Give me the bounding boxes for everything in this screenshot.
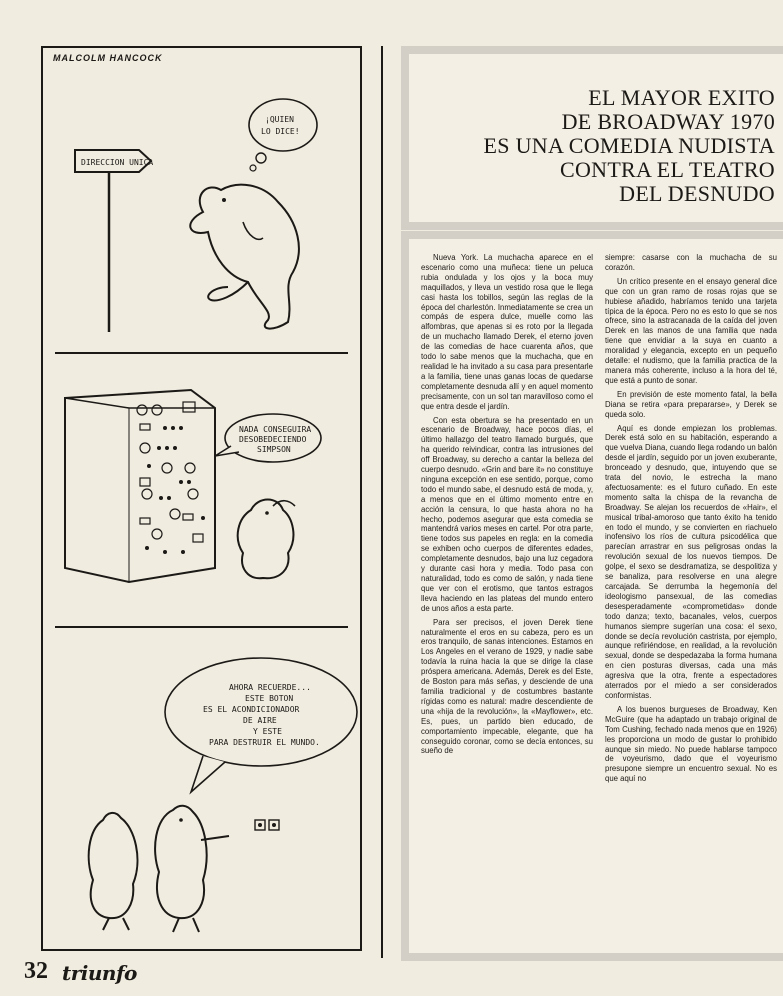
article-column-2 (605, 253, 777, 953)
cartoon-panel-3 (43, 640, 360, 946)
cartoon-credit: MALCOLM HANCOCK (53, 53, 163, 63)
headline-line-4: CONTRA EL TEATRO (559, 157, 775, 182)
paragraph: Con esta obertura se ha presentado en un escenario de Broadway, hace pocos días, el último hallazgo del teatro llamado burgués, que ha querido reivindicar, contra las intrusiones del off Broadway, su derecho a cantar la belleza del cuerpo desnudo. «Grin and bare it» no constituye ninguna excepción en ese sentido, porque, como todo el mundo sabe, el desnudo está de moda, y, a menos que en el último momento entre en acción la censura, lo que hasta ahora no ha hecho, podemos asegurar que esta comedia se mantendrá varios meses en cartel. Por otra parte, tiene todos sus papeles en regla: en la comedia se exhiben ocho cuerpos de diferentes edades, completamente desnudos, bajo una luz cegadora y durante casi hora y media. Todo pasa con naturalidad, todo es como de salón, y nada tiene que ver con el erotismo, que tantos estragos lleva haciendo en las plateas del mundo entero de unos años a esta parte. (421, 415, 593, 613)
bubble-2-line-2: DESOBEDECIENDO (239, 435, 307, 444)
paragraph: A los buenos burgueses de Broadway, Ken McGuire (que ha adaptado un trabajo original de Tom Cushing, fechado nada menos que en 1926) les proporciona un modo de gustar lo prohibido aunque sin miedo. No puede hablarse tampoco de voyeurismo, dado que el voyeurismo presupone siempre un encuentro sexual. No es que aquí no (605, 704, 777, 784)
cartoon-panel-3-drawing (43, 640, 360, 946)
headline-line-3: ES UNA COMEDIA NUDISTA (483, 133, 775, 158)
headline (415, 86, 775, 206)
bubble-2-line-3: SIMPSON (257, 445, 291, 454)
headline-line-1: EL MAYOR EXITO (588, 85, 775, 110)
bubble-3-line-4: DE AIRE (243, 716, 277, 725)
paragraph: Aquí es donde empiezan los problemas. Derek está solo en su habitación, esperando a que vuelva Diana, cuando llega rodando un balón desde el jardín, seguido por un joven exuberante, bronceado y desnudo, que, intuyendo que se trata del novio, le estrecha la mano afectuosamente: es el futuro cuñado. En este momento salta la chispa de la revancha de Broadway. Se alejan los recuerdos de «Hair», el musical tribal-amoroso que tanto éxito ha tenido en todo el mundo, y se convierten en riachuelo inofensivo los ríos de cultura psicodélica que parecían arrastrar en sus peligrosas ondas la revolución sexual de los nuevos tiempos. De golpe, el sexo se desdramatiza, se despolitiza y se banaliza, para resolverse en una alegre carcajada. Se derrumba la hegemonía del ideologismo pansexual, de las comedias desesperadamente «comprometidas» donde todo danza; texto, bacanales, velos, cuerpos humanos siempre sugerían una cosa: el sexo, donde se decía revolución castrista, por ejemplo, aunque refiriéndose, en realidad, a la revolución sexual, donde se despedazaba la forma humana en cien posturas diversas, cada una más agresiva que la otra, frente a espectadores aterrados por el miedo a ser considerados conformistas. (605, 423, 777, 700)
cartoon-panel-2-drawing (43, 368, 360, 618)
sign-text: DIRECCION UNICA (81, 158, 154, 167)
page-number: 32 (24, 958, 48, 984)
cartoon-panel-2 (43, 368, 360, 618)
paragraph: siempre: casarse con la muchacha de su corazón. (605, 253, 777, 272)
article-columns (421, 253, 777, 953)
paragraph: Nueva York. La muchacha aparece en el escenario como una muñeca: tiene un peluca rubia ondulada y los ojos y la boca muy maquillados, y lleva un vestido rosa que le llega casi hasta los tobillos, según las reglas de la época del charlestón. Inmediatamente se crea un compás de espera dulce, muelle como las alfombras, que apenas si es roto por la llegada de un muchacho llamado Derek, el eterno joven de las comedias de hace cuarenta años, que todo lo sabe menos que la muchacha, que en realidad le ha invitado a su casa para presentarle a la familia, tiene unas ganas locas de quedarse completamente desnuda allí y en aquel momento precisamente, con un sol tan maravilloso como el que entra desde el jardín. (421, 253, 593, 411)
column-divider (381, 46, 383, 958)
panel-divider-1 (55, 352, 348, 354)
bubble-2-line-1: NADA CONSEGUIRA (239, 425, 312, 434)
bubble-1-line-1: ¡QUIEN (265, 115, 294, 124)
bubble-3-line-3: ES EL ACONDICIONADOR (203, 705, 300, 714)
paragraph: Un crítico presente en el ensayo general dice que con un gran ramo de rosas rojas que se hubiese añadido, habríamos tenido una tarjeta típica de la época. Pero no es esto lo que se nos ofrece, sino la astracanada de la caída del joven Derek en las manos de una familia que nada tiene que envidiar a la suya en cuanto a moralidad y elegancia, excepto en un pequeño detalle: el nudismo, que la familia practica de la manera más coherente, incluso a la hora del té, que está a punto de sonar. (605, 276, 777, 385)
headline-box (401, 46, 783, 230)
article-column-1 (421, 253, 593, 953)
headline-line-2: DE BROADWAY 1970 (561, 109, 775, 134)
bubble-1-line-2: LO DICE! (261, 127, 300, 136)
magazine-logo: triunfo (62, 961, 137, 985)
paragraph: Para ser precisos, el joven Derek tiene naturalmente el eros en su cabeza, pero es un eros tranquilo, de sanas intenciones. Estamos en Los Angeles en el verano de 1929, y nadie sabe todavía la ruina hacia la que se dirige la clase próspera americana. Además, Derek es del Este, de Boston para más señas, y desciende de una familia tradicional y de costumbres bastante rígidas como es natural: madre descendiente de una «hija de la revolución», la «Mayflower», etc. Es, pues, un partido bien educado, de comportamiento impecable, elegante, que ha conseguido coronar, como se decía entonces, su sueño de (421, 617, 593, 756)
panel-divider-2 (55, 626, 348, 628)
bubble-3-line-1: AHORA RECUERDE... (229, 683, 311, 692)
paragraph: En previsión de este momento fatal, la bella Diana se retira «para prepararse», y Derek se queda solo. (605, 389, 777, 419)
cartoon-panel-1-drawing (43, 62, 360, 352)
bubble-3-line-5: Y ESTE (253, 727, 282, 736)
bubble-3-line-6: PARA DESTRUIR EL MUNDO. (209, 738, 320, 747)
cartoon-panel-1 (43, 62, 360, 352)
bubble-3-line-2: ESTE BOTON (245, 694, 294, 703)
article-box (401, 231, 783, 961)
headline-line-5: DEL DESNUDO (619, 181, 775, 206)
